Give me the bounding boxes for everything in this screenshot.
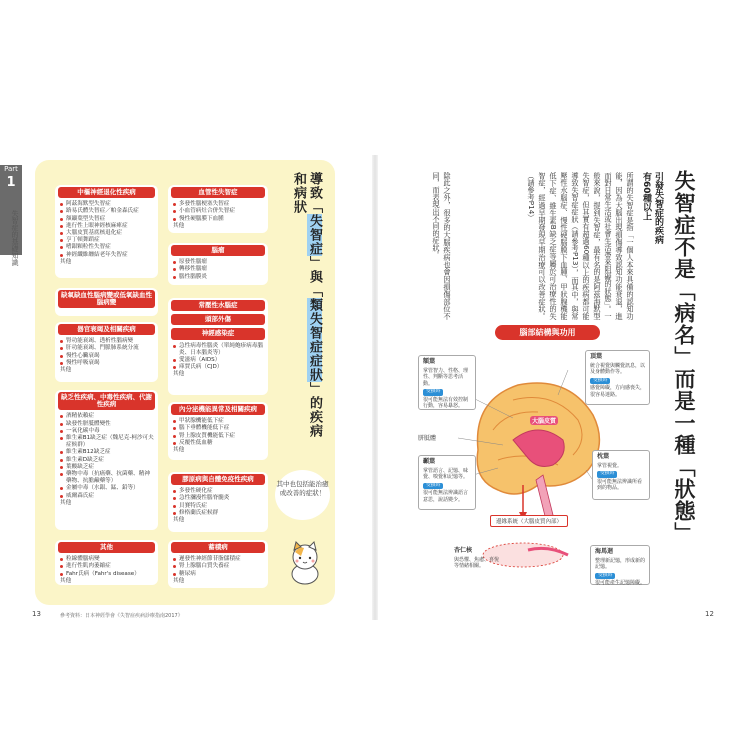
diagram-title: 腦部結構與功用: [495, 325, 600, 340]
page-number-left: 13: [32, 610, 41, 618]
card-tumor: 腦瘤 原發性腦瘤 轉移性腦瘤 腦性腦膜炎: [168, 243, 268, 285]
card-endocrine: 內分泌機能異常及相關疾病 甲狀腺機能低下症 腦下垂體機能低下症 腎上腺皮質機能低下症 反覆性低血糖 其他: [168, 402, 268, 460]
page-number-right: 12: [705, 610, 714, 618]
card-other: 其他 粒線體腦病變 進行性肌肉萎縮症 Fahr氏病（Fahr's disease） 其他: [55, 540, 158, 585]
chapter-label: 失智症的基礎知識: [11, 210, 19, 266]
card-nph-trauma-infection: 常壓性水腦症 頭部外傷 神經感染症 急性病毒性腦炎（單純皰疹病毒腦炎、日本腦炎等） 愛滋病（AIDS） 庫賈氏病（CJD） 其他: [168, 298, 268, 395]
card-vascular: 血管性失智症 多發性腦梗塞失智症 小血管病灶合併失智症 慢性硬腦膜下血腫 其他: [168, 185, 268, 233]
card-neurodegenerative: 中樞神經退化性疾病 阿茲海默型失智症 路易氏體失智症／帕金森氏症 額顳葉型失智症 進行性上眼神經核麻痺症 大腦皮質基底核退化症 亨丁頓舞蹈症 嗜銀顆粒性失智症 神經纖維纏結老年失智症 其他: [55, 185, 158, 278]
card-storage: 蓄積病 遲發性神經節苷脂儲積症 腎上腺腦白質失養症 糖尿病 其他: [168, 540, 268, 588]
right-page-title: 失智症不是「病名」而是一種「狀態」: [672, 170, 696, 544]
right-subtitle: 引發失智症的疾病 有60種以上: [641, 172, 663, 244]
label-limbic-system: 邊緣系統（大腦皮質內部）: [490, 515, 568, 527]
body-text-2: 除此之外，很多的大腦疾病也會因損傷部位不同，而表現出不同的症狀。: [432, 172, 452, 320]
card-collagen: 膠原病與自體免疫性疾病 多發性硬化症 急性瀰漫性腦脊髓炎 貝賽特氏症 修格蘭氏症候群 其他: [168, 472, 268, 532]
speech-bubble: 其中也包括能治癒或改善的症狀！: [275, 470, 330, 520]
box-occipital: 枕葉 掌管視覺。 受損時 很可能無法辨識所看到的物品。: [592, 450, 650, 500]
box-frontal: 額葉 掌管智力、性格、理性、判斷等思考活動。 受損時 很可能無法有效控制行動，容易暴怒。: [418, 355, 476, 410]
reference-note: 參考資料：日本神經學會《失智症疾病診療指南2017》: [60, 613, 183, 619]
card-deficiency: 缺乏性疾病、中毒性疾病、代謝性疾病 酒精依賴症 缺發性胼胝體變性 一氧化碳中毒 維生素B1缺乏症（魏尼克-柯沙可夫症候群） 維生素B12缺乏症 維生素D缺乏症 葉酸缺乏症 藥物中毒（抗癌藥、抗菌藥、精神藥物、抗膽鹼藥等） 金屬中毒（水銀、錳、鉛等） 威爾森氏症 其他: [55, 390, 158, 530]
box-hippocampus: 海馬迴 整理新記憶，形成新的記憶。 受損時 很可能產生記憶障礙。: [590, 545, 650, 585]
book-gutter: [372, 155, 378, 620]
part-number: 1: [6, 175, 16, 190]
left-page-title: 導致「失智症」與「類失智症症狀」的疾病和病狀: [291, 172, 322, 438]
cat-illustration: [285, 540, 325, 585]
body-text: 所謂的失智症是指「一個人本來具備的認知功能，因為大腦出現損傷導致認知功能衰退，進而對日常生活或社會生活帶來阻礙的狀態」。一般來說，提到失智症，最有名的是阿茲海默型失智症，但其實有超過60種以上的疾病都可能導致失智症症狀（請參考P13），而其中，與常壓性水腦症、慢性硬腦膜下血腫、甲狀腺機能低下症、維生素B缺乏症等屬於可治療性的失智症，經過早期發現早期治療可以改善症狀。（請參考P14）: [527, 172, 635, 320]
box-amygdala: 杏仁核 與恐懼、焦慮、喜悅等情緒相關。: [454, 547, 500, 569]
part-label: Part: [4, 165, 18, 173]
label-corpus: 胼胝體: [418, 435, 437, 442]
box-parietal: 頂葉 統合視覺與觸覺訊息，以及身體動作等。 受損時 感覺障礙，方向感喪失，很容易迷路。: [585, 350, 650, 405]
card-ischemic: 缺氧缺血性腦病變或低氧缺血性腦病變: [55, 288, 158, 316]
label-cortex: 大腦皮質: [532, 418, 557, 425]
card-organ-failure: 器官衰竭及相關疾病 腎功能衰竭、透析性腦病變 肝功能衰竭、門脈肺系統分流 慢性心臟衰竭 慢性呼吸衰竭 其他: [55, 322, 158, 382]
box-temporal: 顳葉 掌管語言、記憶、味覺、嗅覺和記憶等。 受損時 很可能無法辨識語言意思，說話變少。: [418, 455, 476, 510]
